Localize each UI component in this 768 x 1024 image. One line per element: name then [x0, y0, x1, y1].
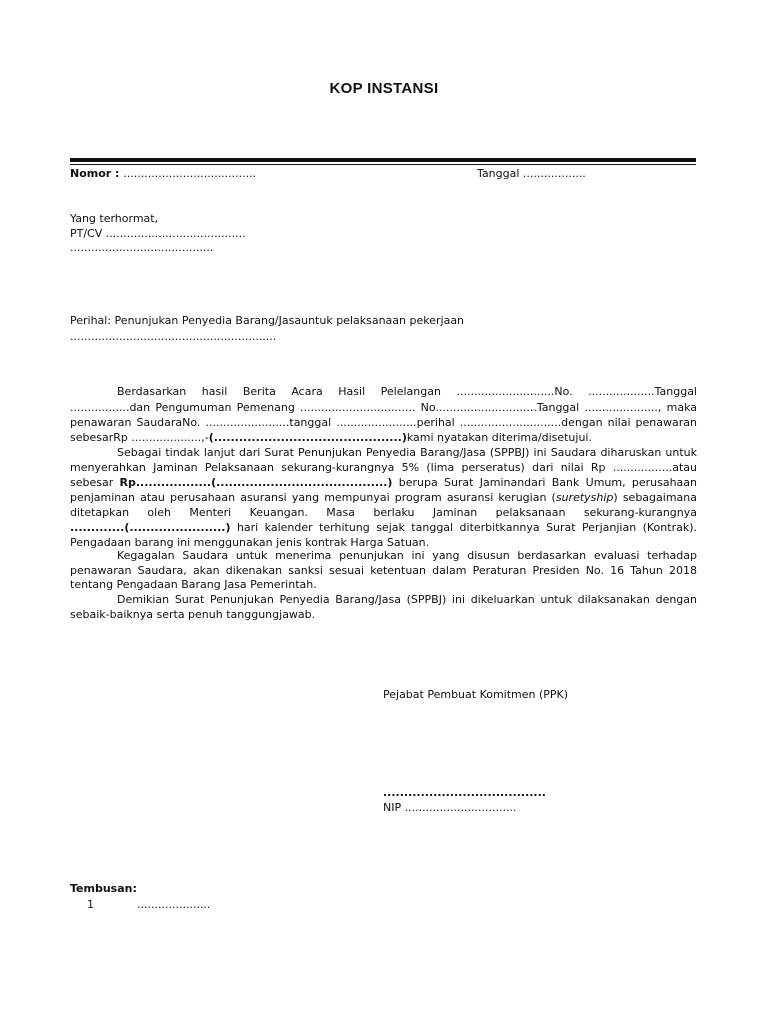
p1-line-2: .................dan Pengumuman Pemenang ................................. No.............................Tanggal ....................., maka	[70, 401, 697, 414]
p1-amount: sebesarRp ....................,-	[70, 431, 209, 444]
signatory-nip: NIP ................................	[383, 801, 517, 814]
nomor-value: ......................................	[123, 167, 257, 180]
p1-approval: kami nyatakan diterima/disetujui.	[406, 431, 592, 444]
p3-line-2: penawaran Saudara, akan dikenakan sanksi sesuai ketentuan dalam Peraturan Presiden No. 16 Tahun 2018	[70, 564, 697, 577]
p2-sebagaimana: ) sebagaimana	[613, 491, 697, 504]
nomor-line	[70, 167, 256, 180]
p4-line-1: Demikian Surat Penunjukan Penyedia Barang/Jasa (SPPBJ) ini dikeluarkan untuk dilaksanakan dengan	[117, 593, 697, 606]
recipient-company: PT/CV ........................................	[70, 227, 246, 240]
p2-line-1: Sebagai tindak lanjut dari Surat Penunjukan Penyedia Barang/Jasa (SPPBJ) ini Saudara diharuskan untuk	[117, 446, 697, 459]
p2-days-text: hari kalender terhitung sejak tanggal diterbitkannya Surat Perjanjian (Kontrak).	[230, 521, 697, 534]
p2-line-4	[70, 491, 697, 504]
letterhead-title: KOP INSTANSI	[329, 80, 439, 97]
p1-line-3: penawaran SaudaraNo. ........................tanggal .......................perihal .............................dengan nilai penawaran	[70, 416, 697, 429]
p2-suretyship: suretyship	[555, 491, 614, 504]
tembusan-item-text: .....................	[137, 898, 211, 911]
p1-line-4	[70, 431, 697, 444]
subject-line: Perihal: Penunjukan Penyedia Barang/Jasauntuk pelaksanaan pekerjaan	[70, 314, 465, 327]
p2-line-3	[70, 476, 697, 489]
p3-line-1: Kegagalan Saudara untuk menerima penunjukan ini yang disusun berdasarkan evaluasi terhadap	[117, 549, 697, 562]
p2-line-5: ditetapkan oleh Menteri Keuangan. Masa berlaku Jaminan pelaksanaan sekurang-kurangnya	[70, 506, 697, 519]
p1-line-1: Berdasarkan hasil Berita Acara Hasil Pelelangan ............................No. ...................Tanggal	[117, 385, 697, 398]
p3-line-3: tentang Pengadaan Barang Jasa Pemerintah.	[70, 578, 317, 591]
p2-days-count: .............(.......................)	[70, 521, 231, 534]
p2-jaminan-amount: Rp..................(.........................................)	[119, 476, 393, 489]
recipient-address: .........................................	[70, 241, 214, 254]
p2-jaminan-type: berupa Surat Jaminandari Bank Umum, perusahaan	[392, 476, 697, 489]
subject-continuation: ...........................................................	[70, 330, 277, 343]
signatory-name-line: .......................................	[383, 786, 546, 799]
letterhead-rule-thin	[70, 164, 696, 165]
letterhead-rule-thick	[70, 158, 696, 162]
p4-line-2: sebaik-baiknya serta penuh tanggungjawab.	[70, 608, 316, 621]
p1-amount-words: (.............................................)	[208, 431, 407, 444]
tembusan-label: Tembusan:	[70, 882, 137, 895]
tembusan-item-number: 1	[87, 898, 94, 911]
salutation: Yang terhormat,	[70, 212, 159, 225]
signatory-title: Pejabat Pembuat Komitmen (PPK)	[383, 688, 569, 701]
p2-line-6	[70, 521, 697, 534]
nomor-separator: :	[111, 167, 124, 180]
p2-line-7: Pengadaan barang ini menggunakan jenis kontrak Harga Satuan.	[70, 536, 430, 549]
tanggal-field: Tanggal ..................	[477, 167, 586, 180]
nomor-label: Nomor	[70, 167, 112, 180]
p2-penjaminan: penjaminan atau perusahaan asuransi yang mempunyai program asuransi kerugian (	[70, 491, 556, 504]
p2-line-2: menyerahkan Jaminan Pelaksanaan sekurang-kurangnya 5% (lima perseratus) dari nilai Rp .................atau	[70, 461, 697, 474]
p2-sebesar: sebesar	[70, 476, 120, 489]
